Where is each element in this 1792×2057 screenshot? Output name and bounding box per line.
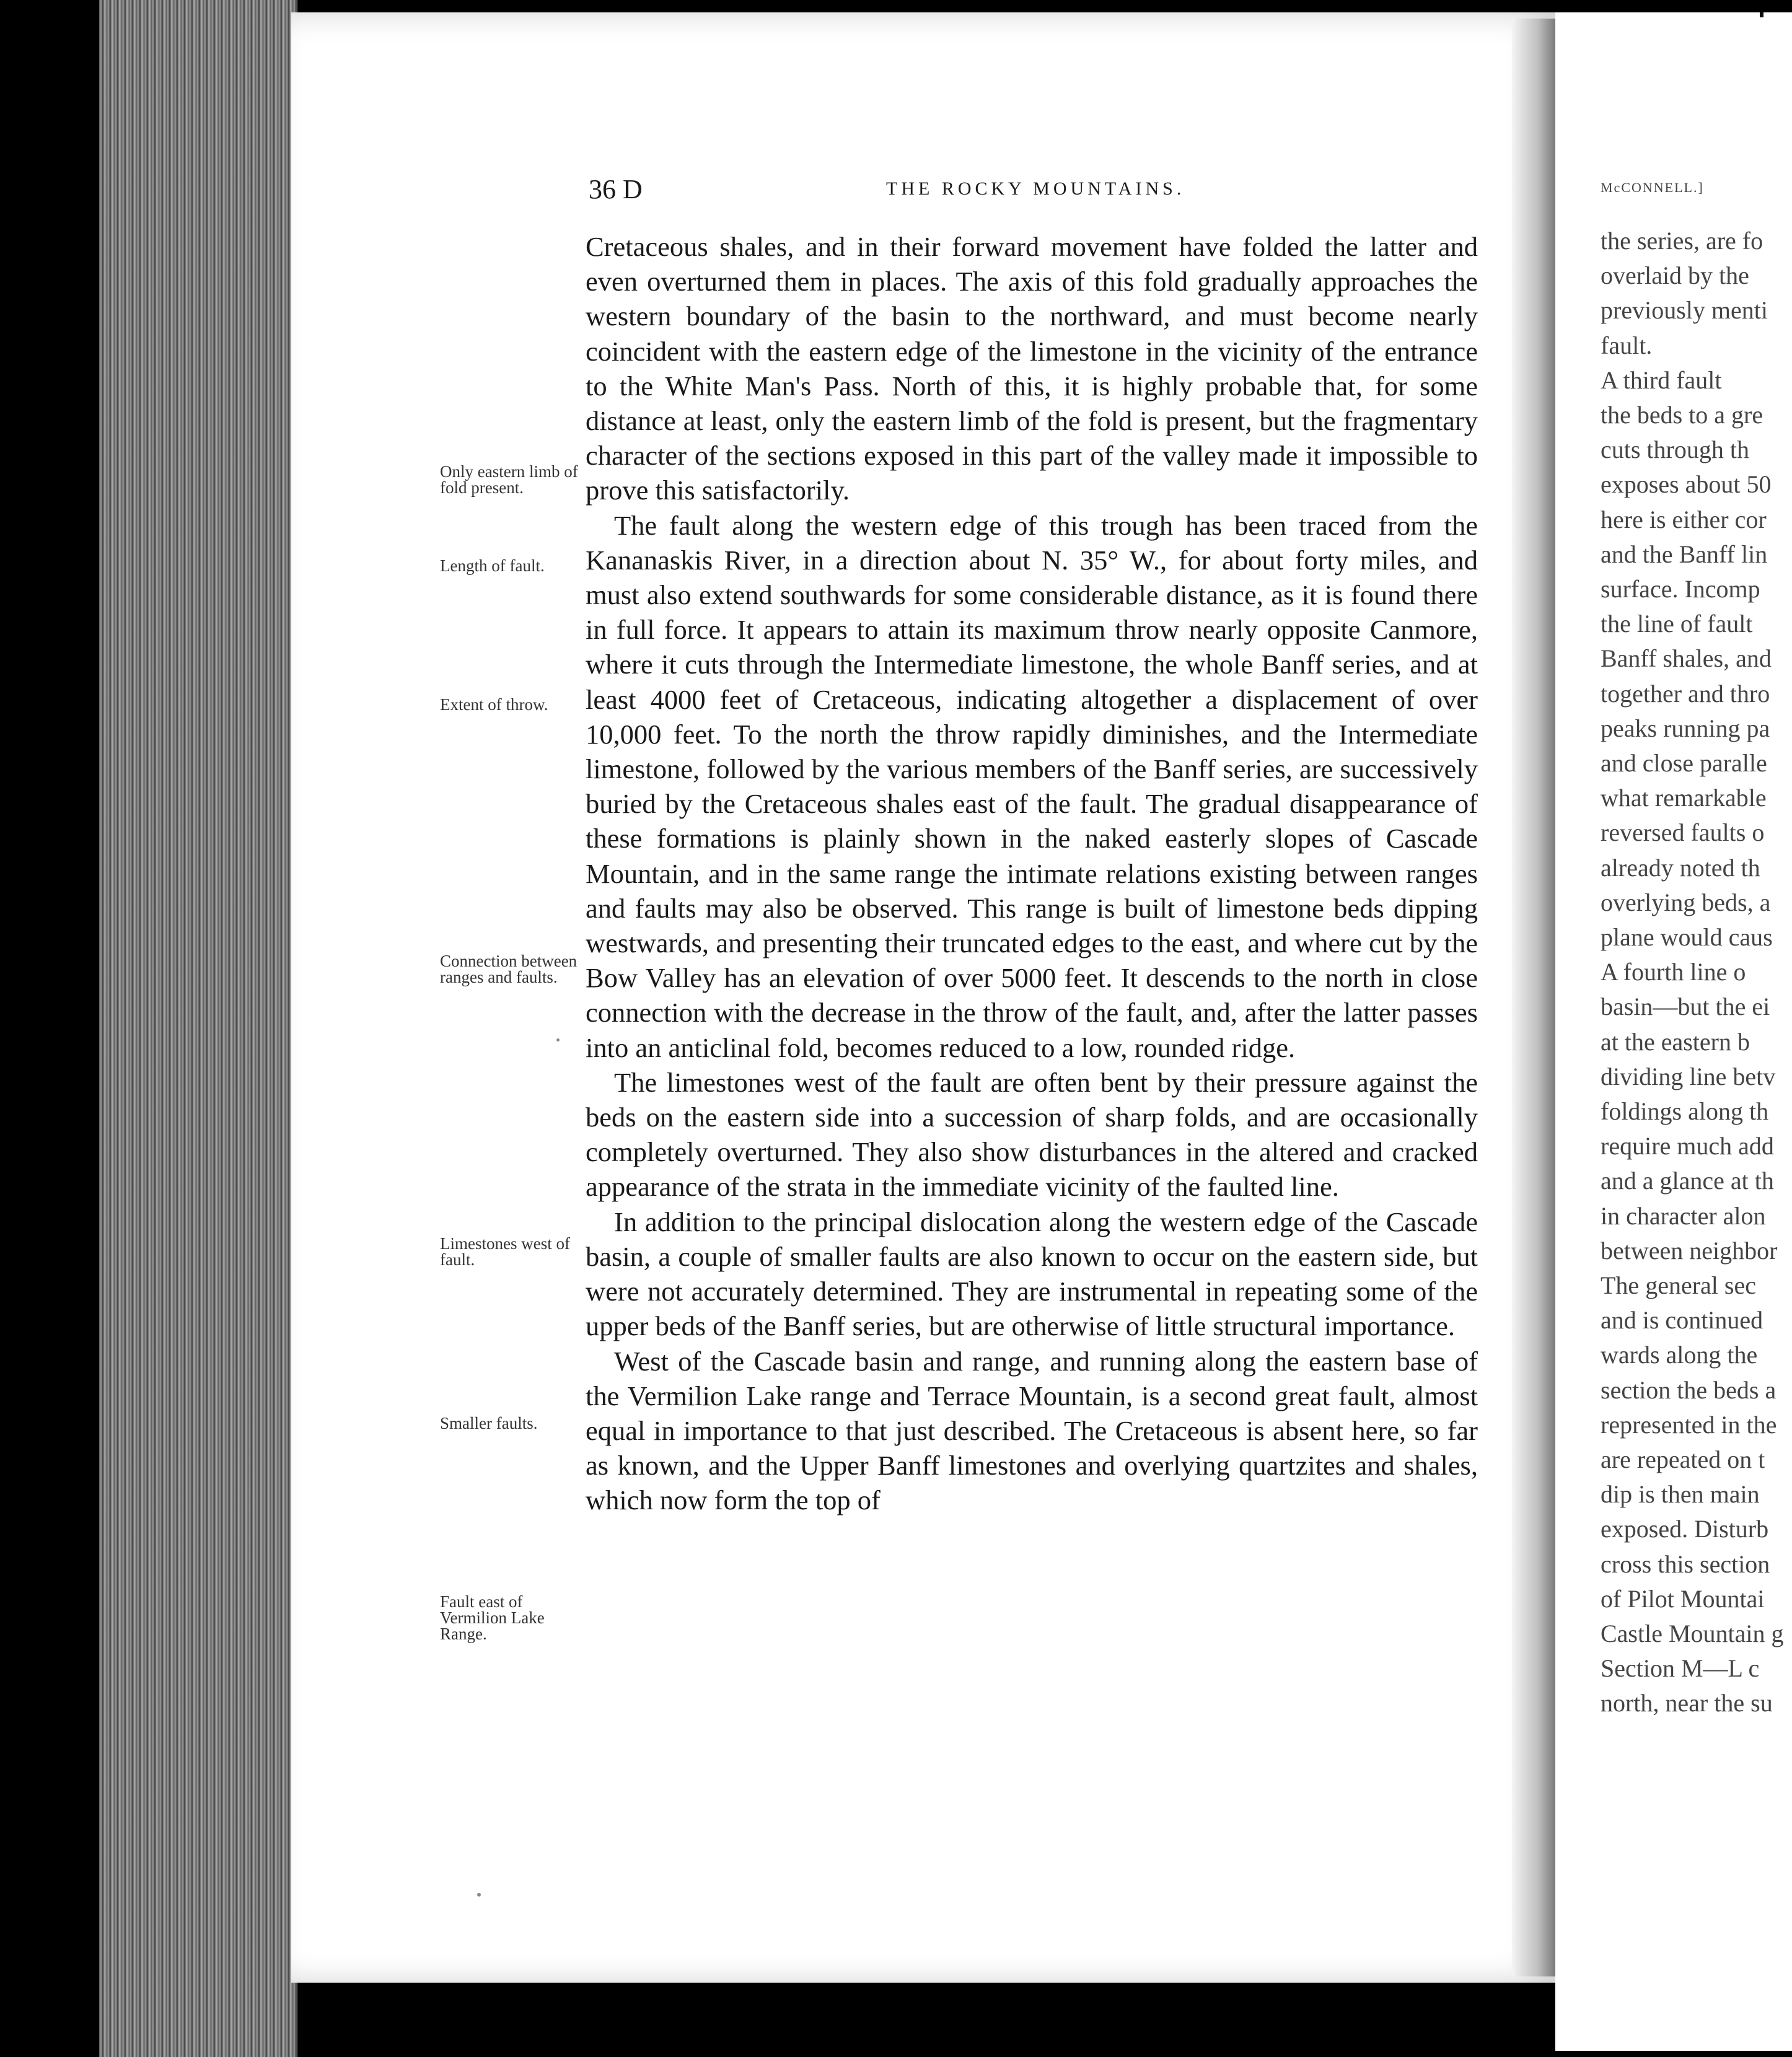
right-page-line: A fourth line o <box>1601 958 1746 986</box>
right-page-line: already noted th <box>1601 853 1760 882</box>
page-header <box>589 173 1481 211</box>
right-page-header: McCONNELL.] <box>1601 180 1704 195</box>
right-page-line: require much add <box>1601 1132 1774 1160</box>
running-title: THE ROCKY MOUNTAINS. <box>886 178 1185 199</box>
sidenote-extent-of-throw: Extent of throw. <box>440 695 548 714</box>
right-page-line: dividing line betv <box>1601 1062 1776 1090</box>
page-number: 36 D <box>589 174 643 204</box>
right-page-line: together and thro <box>1601 679 1770 708</box>
right-page-line: between neighbor <box>1601 1236 1778 1265</box>
right-page-line: dip is then main <box>1601 1480 1760 1509</box>
paragraph-2: The fault along the western edge of this trough has been traced from the Kananaskis River, in a direction about N. 35° W., for about forty miles, and must also extend southwards for some considerable distance, as it is found there in full force. It appears to attain its maximum throw nearly opposite Canmore, where it cuts through the Intermediate limestone, the whole Banff series, and at least 4000 feet of Cretaceous, indicating altogether a displacement of over 10,000 feet. To the north the throw rapidly diminishes, and the Intermediate limestone, followed by the various members of the Banff series, are successively buried by the Cretaceous shales east of the fault. The gradual disappearance of these formations is plainly shown in the naked easterly slopes of Cascade Mountain, and in the same range the intimate relations existing between ranges and faults may also be observed. This range is built of limestone beds dipping westwards, and presenting their truncated edges to the east, and where cut by the Bow Valley has an elevation of over 5000 feet. It descends to the north in close connection with the decrease in the throw of the fault, and, after the latter passes into an anticlinal fold, becomes reduced to a low, rounded ridge. <box>586 509 1478 1063</box>
paragraph-1: Cretaceous shales, and in their forward movement have folded the latter and even overturned them in places. The axis of this fold gradually approaches the western boundary of the basin to the northward, and must become nearly coincident with the eastern edge of the limestone in the vicinity of the entrance to the White Man's Pass. North of this, it is highly probable that, for some distance at least, only the eastern limb of the fold is present, but the fragmentary character of the sections exposed in this part of the valley made it impossible to prove this satisfactorily. <box>586 231 1478 506</box>
right-page-line: overlaid by the <box>1601 261 1749 290</box>
right-page-line: fault. <box>1601 331 1653 359</box>
right-page-line: surface. Incomp <box>1601 575 1760 603</box>
right-page-line: Banff shales, and <box>1601 644 1772 673</box>
right-page-line: here is either cor <box>1601 505 1767 533</box>
sidenote-eastern-limb: Only eastern limb of fold present. <box>440 462 578 497</box>
right-page-line: previously menti <box>1601 296 1768 325</box>
book-page-edges <box>99 0 297 2057</box>
paper-speck <box>556 1038 560 1042</box>
right-page-line: The general sec <box>1601 1271 1756 1299</box>
right-page-line: section the beds a <box>1601 1375 1777 1404</box>
sidenote-fault-east-vermilion: Fault east of Vermilion Lake Range. <box>440 1592 545 1643</box>
right-page-line: peaks running pa <box>1601 714 1770 742</box>
right-page-line: plane would caus <box>1601 923 1773 951</box>
right-page-line: Castle Mountain g <box>1601 1620 1784 1647</box>
right-page-line: wards along the <box>1601 1341 1758 1369</box>
right-page-line: cuts through th <box>1601 436 1749 464</box>
sidenote-smaller-faults: Smaller faults. <box>440 1414 538 1432</box>
right-page-line: in character alon <box>1601 1201 1766 1230</box>
page-gutter <box>1512 19 1555 1976</box>
sidenote-limestones-west: Limestones west of fault. <box>440 1234 570 1269</box>
right-page-line: the series, are fo <box>1601 227 1763 255</box>
right-page-line: the beds to a gre <box>1601 401 1763 429</box>
sidenote-length-of-fault: Length of fault. <box>440 556 545 575</box>
right-page-line: Section M—L c <box>1601 1654 1760 1683</box>
sidenote-connection-ranges-faults: Connection between ranges and faults. <box>440 952 578 986</box>
right-page-line: cross this section <box>1601 1550 1770 1578</box>
right-page-text <box>1601 0 1792 2057</box>
right-page-line: at the eastern b <box>1601 1027 1750 1056</box>
main-body-text <box>586 229 1478 1518</box>
right-page-line: and a glance at th <box>1601 1167 1774 1195</box>
margin-notes <box>440 0 582 1859</box>
right-page-line: basin—but the ei <box>1601 993 1770 1021</box>
right-page-line: overlying beds, a <box>1601 888 1771 916</box>
right-page-line: reversed faults o <box>1601 818 1765 847</box>
right-page-line: A third fault <box>1601 366 1722 394</box>
right-page-line: foldings along th <box>1601 1097 1769 1125</box>
right-page-line: and close paralle <box>1601 749 1767 777</box>
right-page-line: are repeated on t <box>1601 1445 1765 1473</box>
paragraph-5: West of the Cascade basin and range, and running along the eastern base of the Vermilion Lake range and Terrace Mountain, is a second great fault, almost equal in importance to that just described. The Cretaceous is absent here, so far as known, and the Upper Banff limestones and overlying quartzites and shales, which now form the top of <box>586 1345 1478 1516</box>
right-page-line: north, near the su <box>1601 1689 1773 1717</box>
right-page-line: represented in the <box>1601 1410 1777 1439</box>
paper-speck <box>477 1893 481 1897</box>
paragraph-4: In addition to the principal dislocation along the western edge of the Cascade basin, a couple of smaller faults are also known to occur on the eastern side, but were not accurately determined. They are instrumental in repeating some of the upper beds of the Banff series, but are otherwise of little structural importance. <box>586 1206 1478 1342</box>
right-page-line: and the Banff lin <box>1601 540 1768 568</box>
right-page-line: what remarkable <box>1601 784 1767 812</box>
right-page-line: of Pilot Mountai <box>1601 1584 1765 1613</box>
paragraph-3: The limestones west of the fault are often bent by their pressure against the beds on the eastern side into a succession of sharp folds, and are occasionally completely overturned. They also show disturbances in the altered and cracked appearance of the strata in the immediate vicinity of the faulted line. <box>586 1066 1478 1203</box>
right-page-line: exposed. Disturb <box>1601 1515 1769 1543</box>
right-page-line: and is continued <box>1601 1306 1763 1335</box>
right-page-line: the line of fault <box>1601 610 1753 638</box>
right-page-line: exposes about 50 <box>1601 470 1772 499</box>
